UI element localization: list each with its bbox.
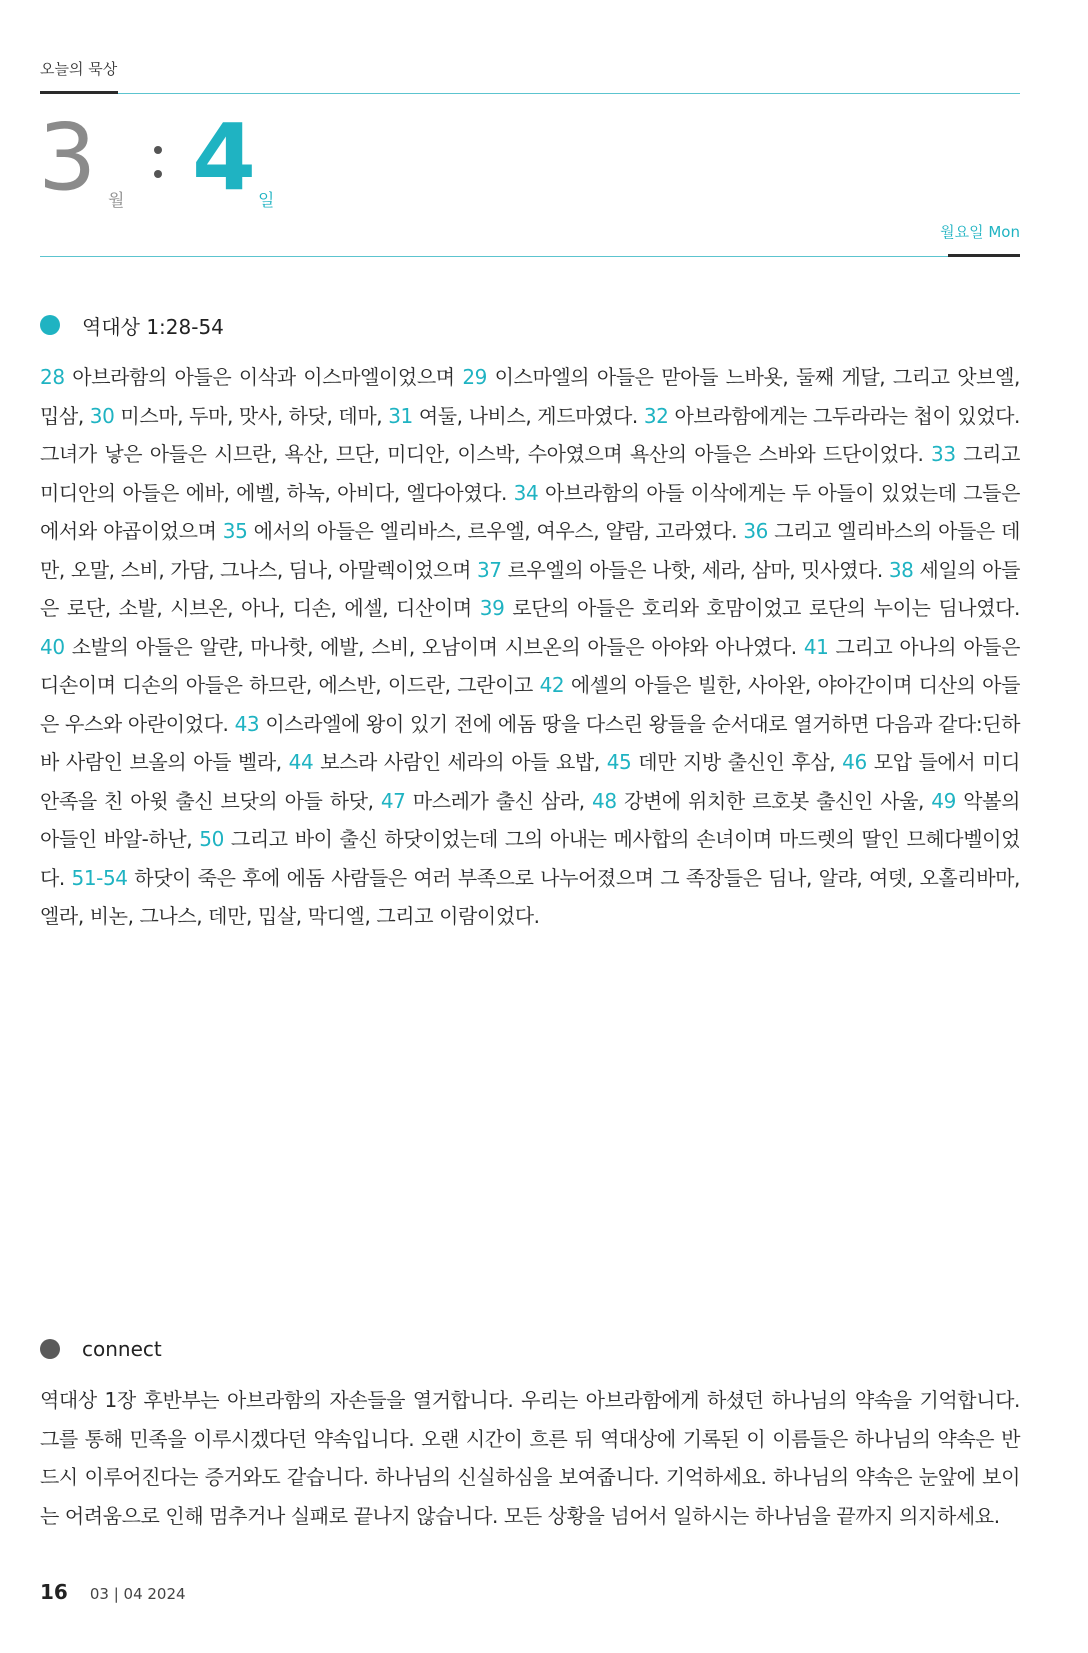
issue-date: 03 | 04 2024 [89, 1585, 186, 1603]
verse-number: 43 [234, 711, 260, 736]
verse-text: 이스마엘의 아들은 맏아들 느바욧, 둘째 게달, 그리고 앗브엘, 밉삼, [40, 365, 1020, 428]
verse-text: 데만 지방 출신인 후삼, [631, 750, 843, 774]
verse-text: 아브라함의 아들 이삭에게는 두 아들이 있었는데 그들은 에서와 야곱이었으며 [40, 480, 1020, 543]
scripture-heading [40, 312, 224, 338]
verse-text: 르우엘의 아들은 나핫, 세라, 삼마, 밋사였다. [501, 557, 889, 582]
verse-number: 36 [743, 519, 769, 543]
verse-number: 44 [288, 750, 314, 774]
header-rule-teal [118, 93, 1020, 94]
date-separator-icon [153, 140, 163, 186]
section-label: 오늘의 묵상 [40, 60, 118, 78]
verse-number: 39 [479, 596, 505, 620]
verse-number: 40 [40, 634, 65, 659]
connect-title: connect [82, 1337, 162, 1361]
verse-text: 여둘, 나비스, 게드마였다. [412, 403, 644, 428]
verse-text: 악볼의 아들인 바알-하난, [40, 788, 1021, 851]
verse-text: 이스라엘에 왕이 있기 전에 에돔 땅을 다스린 왕들을 순서대로 열거하면 다음과 같다:딘하바 사람인 브올의 아들 벨라, [40, 711, 1020, 774]
bullet-dot-icon [40, 315, 60, 335]
verse-text: 하닷이 죽은 후에 에돔 사람들은 여러 부족으로 나누어졌으며 그 족장들은 딤나, 알랴, 여뎃, 오홀리바마, 엘라, 비논, 그나스, 데만, 밉살, 막디엘, 그리고 이람이었다. [40, 865, 1020, 928]
verse-number: 30 [89, 403, 115, 428]
verse-text: 보스라 사람인 세라의 아들 요밥, [313, 750, 607, 774]
verse-text: 그리고 미디안의 아들은 에바, 에벨, 하녹, 아비다, 엘다아였다. [40, 442, 1020, 505]
bullet-dot-icon [40, 1339, 60, 1359]
verse-number: 42 [539, 673, 565, 697]
verse-text: 에서의 아들은 엘리바스, 르우엘, 여우스, 얄람, 고라였다. [247, 519, 744, 543]
day-number: 4 [192, 104, 257, 211]
verse-number: 51-54 [71, 865, 128, 890]
page-number: 16 [40, 1580, 68, 1604]
connect-heading [40, 1336, 162, 1362]
verse-text: 세일의 아들은 로단, 소발, 시브온, 아나, 디손, 에셀, 디산이며 [40, 557, 1021, 620]
verse-text: 로단의 아들은 호리와 호맘이었고 로단의 누이는 딤나였다. [504, 596, 1020, 620]
day-unit: 일 [258, 191, 275, 211]
verse-text: 아브라함에게는 그두라라는 첩이 있었다. 그녀가 낳은 아들은 시므란, 욕산, 므단, 미디안, 이스박, 수아였으며 욕산의 아들은 스바와 드단이었다. [40, 403, 1020, 466]
weekday-label: 월요일 Mon [940, 223, 1020, 241]
verse-number: 33 [931, 442, 956, 466]
date-rule-dark [948, 254, 1020, 257]
verse-number: 49 [931, 788, 956, 813]
verse-number: 41 [803, 634, 829, 659]
verse-number: 50 [199, 827, 224, 851]
verse-text: 모압 들에서 미디안족을 친 아윗 출신 브닷의 아들 하닷, [40, 750, 1020, 813]
verse-number: 45 [606, 750, 632, 774]
connect-body: 역대상 1장 후반부는 아브라함의 자손들을 열거합니다. 우리는 아브라함에게 하셨던 하나님의 약속을 기억합니다. 그를 통해 민족을 이루시겠다던 약속입니다. 오랜 시간이 흐른 뒤 역대상에 기록된 이 이름들은 하나님의 약속은 반드시 이루어진다는 증거와도 같습니다. 하나님의 신실하심을 보여줍니다. 기억하세요. 하나님의 약속은 눈앞에 보이는 어려움으로 인해 멈추거나 실패로 끝나지 않습니다. 모든 상황을 넘어서 일하시는 하나님을 끝까지 의지하세요. [40, 1388, 1020, 1528]
verse-number: 38 [888, 557, 914, 582]
verse-text: 그리고 엘리바스의 아들은 데만, 오말, 스비, 가담, 그나스, 딤나, 아말렉이었으며 [40, 519, 1021, 582]
verse-number: 47 [380, 788, 406, 813]
verse-number: 28 [40, 365, 65, 389]
month-number: 3 [38, 104, 97, 211]
verse-text: 에셀의 아들은 빌한, 사아완, 야아간이며 디산의 아들은 우스와 아란이었다. [40, 673, 1021, 736]
verse-text: 소발의 아들은 알랸, 마나핫, 에발, 스비, 오남이며 시브온의 아들은 아야와 아나였다. [64, 634, 804, 659]
verse-text: 마스레가 출신 삼라, [405, 788, 593, 813]
verse-text: 미스마, 두마, 맛사, 하닷, 데마, [114, 403, 389, 428]
date-rule-teal [40, 256, 948, 257]
verse-number: 29 [462, 365, 487, 389]
verse-number: 35 [222, 519, 248, 543]
verse-number: 48 [592, 788, 617, 813]
verse-text: 강변에 위치한 르호봇 출신인 사울, [616, 788, 932, 813]
verse-number: 32 [643, 403, 669, 428]
verse-text: 그리고 바이 출신 하닷이었는데 그의 아내는 메사합의 손녀이며 마드렛의 딸인 므헤다벨이었다. [40, 827, 1020, 890]
verse-text: 그리고 아나의 아들은 디손이며 디손의 아들은 하므란, 에스반, 이드란, 그란이고 [40, 634, 1020, 697]
scripture-passage [40, 358, 1020, 936]
scripture-reference: 역대상 1:28-54 [82, 314, 224, 339]
page-footer [40, 1580, 186, 1604]
verse-text: 아브라함의 아들은 이삭과 이스마엘이었으며 [64, 365, 463, 389]
verse-number: 37 [476, 557, 502, 582]
verse-number: 31 [388, 403, 413, 428]
verse-number: 34 [513, 480, 539, 505]
header-rule-dark [40, 91, 118, 94]
month-unit: 월 [108, 191, 125, 211]
verse-number: 46 [842, 750, 867, 774]
